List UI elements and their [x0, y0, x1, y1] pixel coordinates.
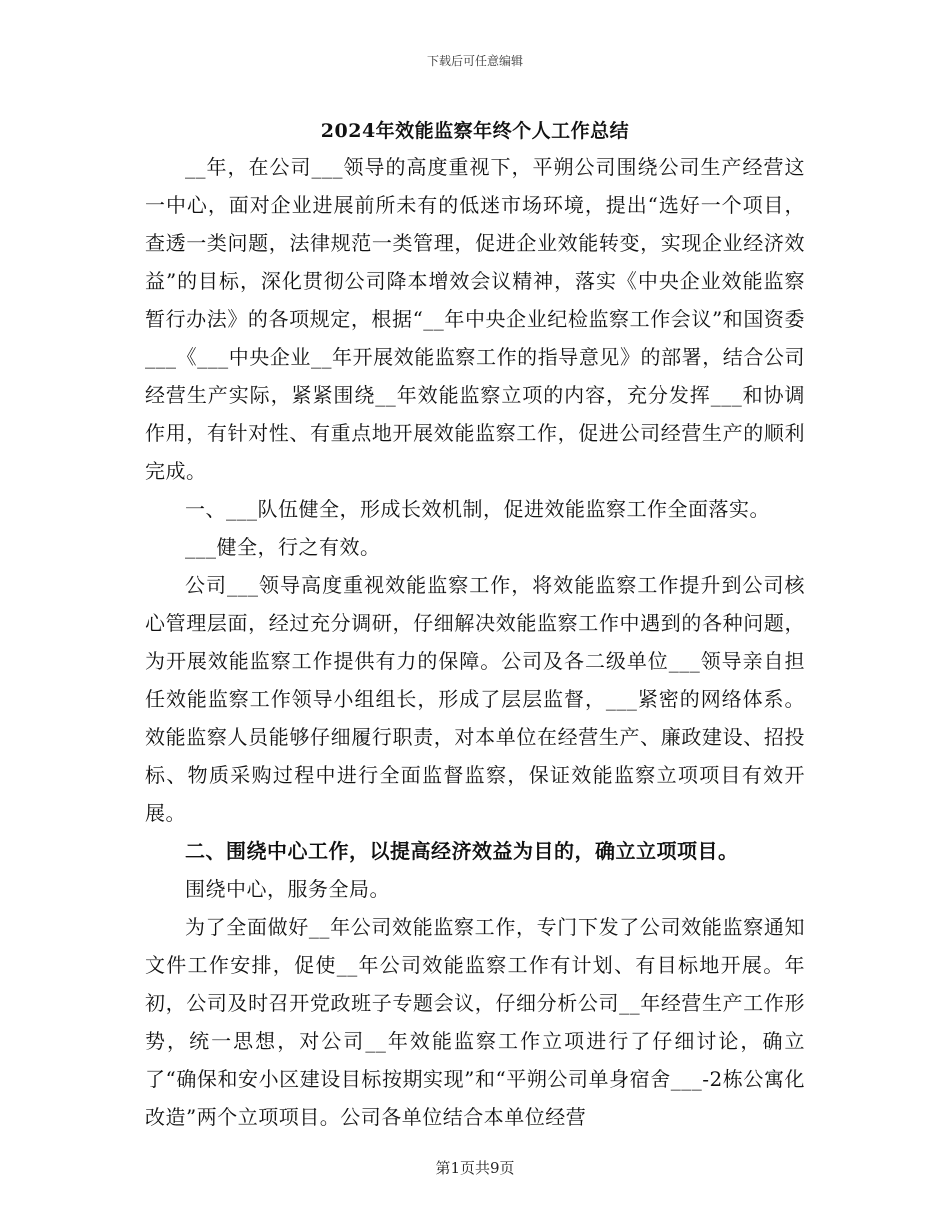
- paragraph-section-2: 为了全面做好__年公司效能监察工作，专门下发了公司效能监察通知文件工作安排，促使__年公司效能监察工作有计划、有目标地开展。年初，公司及时召开党政班子专题会议，仔细分析公司__年经营生产工作形势，统一思想，对公司__年效能监察工作立项进行了仔细讨论，确立了“确保和安小区建设目标按期实现”和“平朔公司单身宿舍___-2栋公寓化改造”两个立项项目。公司各单位结合本单位经营: [145, 915, 805, 1129]
- paragraph-intro: __年，在公司___领导的高度重视下，平朔公司围绕公司生产经营这一中心，面对企业进展前所未有的低迷市场环境，提出“选好一个项目，查透一类问题，法律规范一类管理，促进企业效能转变，实现企业经济效益”的目标，深化贯彻公司降本增效会议精神，落实《中央企业效能监察暂行办法》的各项规定，根据“__年中央企业纪检监察工作会议”和国资委___《___中央企业__年开展效能监察工作的指导意见》的部署，结合公司经营生产实际，紧紧围绕__年效能监察立项的内容，充分发挥___和协调作用，有针对性、有重点地开展效能监察工作，促进公司经营生产的顺利完成。: [145, 155, 805, 483]
- document-body: [145, 148, 805, 1136]
- section-heading-2: 二、围绕中心工作，以提高经济效益为目的，确立立项项目。: [185, 839, 739, 863]
- paragraph-section-1: 公司___领导高度重视效能监察工作，将效能监察工作提升到公司核心管理层面，经过充分调研，仔细解决效能监察工作中遇到的各种问题，为开展效能监察工作提供有力的保障。公司及各二级单位___领导亲自担任效能监察工作领导小组组长，形成了层层监督，___紧密的网络体系。效能监察人员能够仔细履行职责，对本单位在经营生产、廉政建设、招投标、物质采购过程中进行全面监督监察，保证效能监察立项项目有效开展。: [145, 573, 805, 825]
- subheading-2: 围绕中心，服务全局。: [185, 877, 390, 901]
- section-heading-1: 一、___队伍健全，形成长效机制，促进效能监察工作全面落实。: [185, 497, 770, 521]
- subheading-1: ___健全，行之有效。: [185, 535, 381, 559]
- page-header: 下载后可任意编辑: [426, 54, 523, 68]
- page-footer: 第1页共9页: [435, 1159, 515, 1177]
- document-title: 2024年效能监察年终个人工作总结: [320, 120, 630, 142]
